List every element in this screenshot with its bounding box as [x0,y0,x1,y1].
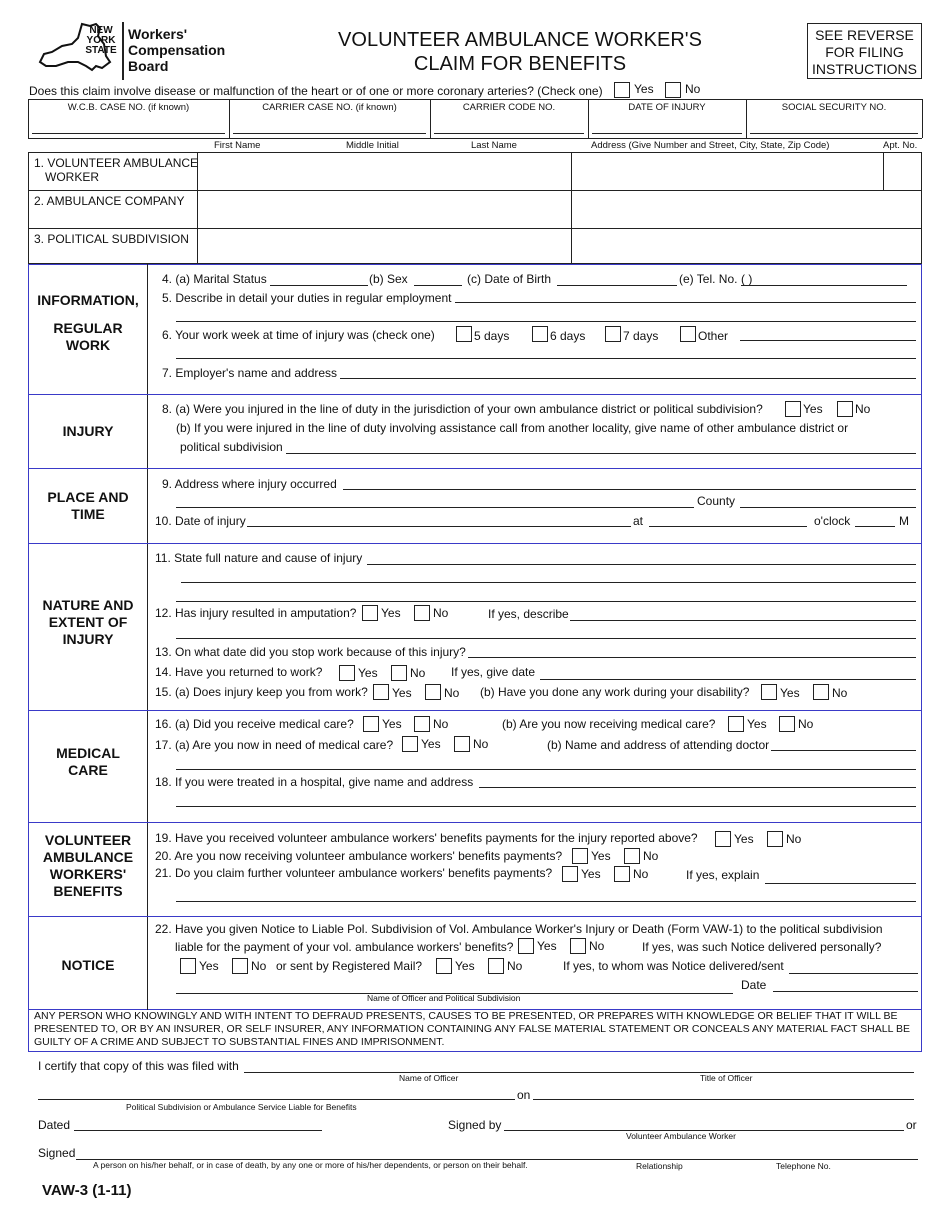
q12-yes-checkbox[interactable] [362,605,378,621]
q16a-yes-label: Yes [382,717,402,731]
fraud-warning: ANY PERSON WHO KNOWINGLY AND WITH INTENT TO DEFRAUD PRESENTS, CAUSES TO BE PRESENTED, OR PREPARES WITH KNOWLEDGE OR BELIEF THAT IT WILL BE PRESENTED TO, OR BY AN INSURER, OR SELF INSURER, ANY INFORMATION CONTAINING ANY FALSE MATERIAL STATEMENT OR CONCEALS ANY MATERIAL FACT SHALL BE GUILTY OF A CRIME AND SUBJECT TO SUBSTANTIAL FINES AND IMPRISONMENT. [28,1010,922,1052]
notice-date-field[interactable] [773,991,918,992]
section-information-line-1: INFORMATION, [37,292,139,308]
q4-marital-label: 4. (a) Marital Status [162,272,267,286]
q11-label: 11. State full nature and cause of injury [155,551,363,565]
q15b-yes-label: Yes [780,686,800,700]
section-vol-line-3: WORKERS' [49,866,127,882]
section-nature-line-2: EXTENT OF [48,614,128,630]
q18-label: 18. If you were treated in a hospital, give name and address [155,775,474,789]
heart-no-checkbox[interactable] [665,82,681,98]
telephone-field[interactable] [741,285,907,286]
five-days-label: 5 days [474,329,510,343]
hospital-field[interactable] [479,787,916,788]
doctor-field[interactable] [771,750,916,751]
section-volunteer-benefits [30,832,146,900]
q8c-label: political subdivision [180,440,283,454]
q17a-yes-checkbox[interactable] [402,736,418,752]
q20-yes-checkbox[interactable] [572,848,588,864]
q20-label: 20. Are you now receiving volunteer ambulance workers' benefits payments? [155,849,563,863]
title-line-2: CLAIM FOR BENEFITS [413,53,627,75]
injury-address-field-2[interactable] [176,507,694,508]
ambulance-company-label: 2. AMBULANCE COMPANY [34,194,185,208]
q22-notice-no-checkbox[interactable] [570,938,586,954]
q8a-label: 8. (a) Were you injured in the line of duty in the jurisdiction of your own ambulance district or political subdivision? [162,402,763,416]
section-place-time [30,489,146,523]
seven-days-label: 7 days [623,329,659,343]
q15a-no-checkbox[interactable] [425,684,441,700]
q13-label: 13. On what date did you stop work because of this injury? [155,645,466,659]
q17a-label: 17. (a) Are you now in need of medical care? [155,738,394,752]
section-nature-line-3: INJURY [62,631,114,647]
filed-on-date-field[interactable] [533,1099,914,1100]
other-label: Other [698,329,729,343]
apt-header: Apt. No. [883,140,918,151]
other-district-field[interactable] [286,453,916,454]
section-medical-line-1: MEDICAL [56,745,120,761]
employer-field[interactable] [340,378,916,379]
injury-time-field[interactable] [649,526,807,527]
carrier-case-field[interactable] [233,133,426,134]
q22-personal-yes-label: Yes [199,959,219,973]
wcb-case-field[interactable] [32,133,225,134]
section-place-line-1: PLACE AND [47,489,129,505]
section-vol-line-1: VOLUNTEER [44,832,132,848]
q15b-no-label: No [832,686,848,700]
dated-label: Dated [38,1118,71,1132]
logo-line-1: Workers' [128,26,188,42]
form-id: VAW-3 (1-11) [42,1182,132,1199]
signed-label: Signed [38,1146,76,1160]
q15a-yes-checkbox[interactable] [373,684,389,700]
county-label: County [697,494,736,508]
company-name-field[interactable] [199,192,569,226]
company-address-field[interactable] [573,192,920,226]
dated-field[interactable] [74,1130,322,1131]
notice-recipient-field[interactable] [789,973,918,974]
q4-dob-label: (c) Date of Birth [467,272,552,286]
other-checkbox[interactable] [680,326,696,342]
q15b-yes-checkbox[interactable] [761,684,777,700]
liable-caption: Political Subdivision or Ambulance Service Liable for Benefits [126,1102,357,1112]
duties-field-2[interactable] [176,321,916,322]
volunteer-worker-label-2: WORKER [45,170,99,184]
q16b-no-label: No [798,717,814,731]
q16b-no-checkbox[interactable] [779,716,795,732]
q14-yes-label: Yes [358,666,378,680]
six-days-label: 6 days [550,329,586,343]
q16a-yes-checkbox[interactable] [363,716,379,732]
carrier-code-label: CARRIER CODE NO. [462,102,556,113]
volunteer-worker-caption: Volunteer Ambulance Worker [626,1131,736,1141]
q4-tel-label: (e) Tel. No. [679,272,738,286]
q19-no-checkbox[interactable] [767,831,783,847]
q14-no-label: No [410,666,426,680]
signed-by-label: Signed by [448,1118,502,1132]
ssn-field[interactable] [750,133,918,134]
doctor-field-2[interactable] [176,769,916,770]
last-name-header: Last Name [471,140,517,151]
section-vol-line-2: AMBULANCE [42,849,134,865]
m-label: M [899,514,909,528]
at-label: at [633,514,644,528]
q9-address-label: 9. Address where injury occurred [162,477,337,491]
ssn-label: SOCIAL SECURITY NO. [781,102,887,113]
section-notice: NOTICE [61,957,115,973]
q19-label: 19. Have you received volunteer ambulance workers' benefits payments for the injury reported above? [155,831,698,845]
q17a-yes-label: Yes [421,737,441,751]
worker-apt-field[interactable] [885,154,920,188]
q22-personal-no-checkbox[interactable] [232,958,248,974]
reverse-line-2: FOR FILING [825,44,904,60]
amputation-description-field-2[interactable] [176,638,916,639]
hospital-field-2[interactable] [176,806,916,807]
q16b-label: (b) Are you now receiving medical care? [502,717,716,731]
title-officer-caption: Title of Officer [700,1073,753,1083]
q22e-label: If yes, to whom was Notice delivered/sent [563,959,784,973]
q22-notice-yes-checkbox[interactable] [518,938,534,954]
q21-no-label: No [633,867,649,881]
reverse-line-1: SEE REVERSE [815,27,914,43]
q8a-no-label: No [855,402,871,416]
injury-nature-field-3[interactable] [176,601,916,602]
q12-label: 12. Has injury resulted in amputation? [155,606,357,620]
worker-name-field[interactable] [199,154,569,188]
date-of-injury-field[interactable] [592,133,742,134]
logo-state-text: NEW YORK STATE [85,25,117,56]
q14-label: 14. Have you returned to work? [155,665,323,679]
q14-date-label: If yes, give date [451,665,536,679]
q8a-yes-checkbox[interactable] [785,401,801,417]
section-information-line-3: WORK [65,337,111,353]
form-title [300,28,740,76]
middle-initial-header: Middle Initial [346,140,399,151]
date-of-birth-field[interactable] [557,285,677,286]
q21-yes-label: Yes [581,867,601,881]
return-work-date-field[interactable] [540,679,916,680]
five-days-checkbox[interactable] [456,326,472,342]
q6-work-week-label: 6. Your work week at time of injury was (check one) [162,328,435,342]
seven-days-checkbox[interactable] [605,326,621,342]
q22-registered-no-label: No [507,959,523,973]
reverse-line-3: INSTRUCTIONS [812,61,917,77]
q15a-yes-label: Yes [392,686,412,700]
filed-with-field[interactable] [244,1072,914,1073]
relationship-caption: Relationship [636,1161,683,1171]
sex-field[interactable] [414,285,462,286]
injury-address-field[interactable] [343,489,916,490]
q8a-yes-label: Yes [803,402,823,416]
q21-label: 21. Do you claim further volunteer ambulance workers' benefits payments? [155,866,553,880]
q14-yes-checkbox[interactable] [339,665,355,681]
six-days-checkbox[interactable] [532,326,548,342]
section-place-line-2: TIME [71,506,105,522]
q10-date-label: 10. Date of injury [155,514,246,528]
section-nature-line-1: NATURE AND [42,597,134,613]
carrier-case-label: CARRIER CASE NO. (if known) [262,102,397,113]
q20-no-label: No [643,849,659,863]
q12-describe-label: If yes, describe [488,607,569,621]
title-line-1: VOLUNTEER AMBULANCE WORKER'S [338,29,702,51]
subdivision-address-field[interactable] [573,230,920,262]
q20-no-checkbox[interactable] [624,848,640,864]
q12-yes-label: Yes [381,606,401,620]
oclock-label: o'clock [814,514,851,528]
q21-explain-label: If yes, explain [686,868,760,882]
wcb-case-label: W.C.B. CASE NO. (if known) [67,102,190,113]
q22-notice-no-label: No [589,939,605,953]
q22d-label: or sent by Registered Mail? [276,959,423,973]
q15a-no-label: No [444,686,460,700]
nys-logo [38,22,238,80]
q17a-no-label: No [473,737,489,751]
q22-registered-yes-label: Yes [455,959,475,973]
section-information-line-2: REGULAR [53,320,123,336]
section-nature-extent [30,597,146,648]
on-label: on [517,1088,531,1102]
political-subdivision-label: 3. POLITICAL SUBDIVISION [34,232,189,246]
explain-field[interactable] [765,883,916,884]
heart-yes-checkbox[interactable] [614,82,630,98]
injury-date-field[interactable] [247,526,631,527]
q19-yes-label: Yes [734,832,754,846]
heart-question: Does this claim involve disease or malfunction of the heart or of one or more coronary arteries? (Check one) [29,84,603,98]
see-reverse-box [807,23,922,79]
or-label: or [906,1118,917,1132]
section-vol-line-4: BENEFITS [53,883,123,899]
certify-label: I certify that copy of this was filed with [38,1059,239,1073]
officer-subdivision-caption: Name of Officer and Political Subdivision [367,993,521,1003]
q15a-label: 15. (a) Does injury keep you from work? [155,685,368,699]
q7-employer-label: 7. Employer's name and address [162,366,338,380]
county-field[interactable] [740,507,916,508]
q22-notice-yes-label: Yes [537,939,557,953]
telephone-caption: Telephone No. [776,1161,831,1171]
q20-yes-label: Yes [591,849,611,863]
q16b-yes-checkbox[interactable] [728,716,744,732]
subdivision-name-field[interactable] [199,230,569,262]
q12-no-checkbox[interactable] [414,605,430,621]
q17a-no-checkbox[interactable] [454,736,470,752]
q19-yes-checkbox[interactable] [715,831,731,847]
tel-area-code: ( ) [741,272,753,286]
q22b-label: liable for the payment of your vol. ambulance workers' benefits? [175,940,514,954]
name-officer-caption: Name of Officer [399,1073,459,1083]
q5-duties-label: 5. Describe in detail your duties in regular employment [162,291,452,305]
q14-no-checkbox[interactable] [391,665,407,681]
duties-field[interactable] [455,302,916,303]
section-information [30,292,146,354]
q22a-label: 22. Have you given Notice to Liable Pol. Subdivision of Vol. Ambulance Worker's Injury or Death (Form VAW-1) to the political subdivision [155,922,883,936]
am-pm-field[interactable] [855,526,895,527]
q15b-no-checkbox[interactable] [813,684,829,700]
q22-personal-no-label: No [251,959,267,973]
q16a-no-label: No [433,717,449,731]
explain-field-2[interactable] [176,901,916,902]
q22c-label: If yes, was such Notice delivered personally? [642,940,882,954]
q19-no-label: No [786,832,802,846]
section-medical-care [30,745,146,779]
section-injury: INJURY [62,423,114,439]
q4-sex-label: (b) Sex [369,272,408,286]
stop-work-date-field[interactable] [468,657,916,658]
q8a-no-checkbox[interactable] [837,401,853,417]
other-work-week-field[interactable] [740,340,916,341]
logo-line-3: Board [128,58,169,74]
q8b-label: (b) If you were injured in the line of duty involving assistance call from another locality, give name of other ambulance district or [176,421,849,435]
injury-nature-field-2[interactable] [181,582,916,583]
q17b-label: (b) Name and address of attending doctor [547,738,770,752]
date-of-injury-label: DATE OF INJURY [628,102,706,113]
section-medical-line-2: CARE [68,762,108,778]
q22-registered-yes-checkbox[interactable] [436,958,452,974]
q16a-no-checkbox[interactable] [414,716,430,732]
q22-registered-no-checkbox[interactable] [488,958,504,974]
logo-line-2: Compensation [128,42,226,58]
worker-address-field[interactable] [573,154,881,188]
injury-nature-field[interactable] [367,564,916,565]
liable-subdivision-field[interactable] [38,1099,515,1100]
first-name-header: First Name [214,140,261,151]
address-header: Address (Give Number and Street, City, State, Zip Code) [591,140,830,151]
q22-personal-yes-checkbox[interactable] [180,958,196,974]
q12-no-label: No [433,606,449,620]
q21-yes-checkbox[interactable] [562,866,578,882]
heart-no-label: No [685,82,701,96]
q21-no-checkbox[interactable] [614,866,630,882]
q16b-yes-label: Yes [747,717,767,731]
q15b-label: (b) Have you done any work during your disability? [480,685,750,699]
behalf-caption: A person on his/her behalf, or in case of death, by any one or more of his/her dependents, or person on their behalf. [93,1160,528,1170]
marital-status-field[interactable] [270,285,368,286]
carrier-code-field[interactable] [434,133,584,134]
q16a-label: 16. (a) Did you receive medical care? [155,717,354,731]
amputation-description-field[interactable] [570,620,916,621]
volunteer-worker-label: 1. VOLUNTEER AMBULANCE [34,156,199,170]
heart-yes-label: Yes [634,82,654,96]
notice-date-label: Date [741,978,767,992]
work-week-field-2[interactable] [176,358,916,359]
